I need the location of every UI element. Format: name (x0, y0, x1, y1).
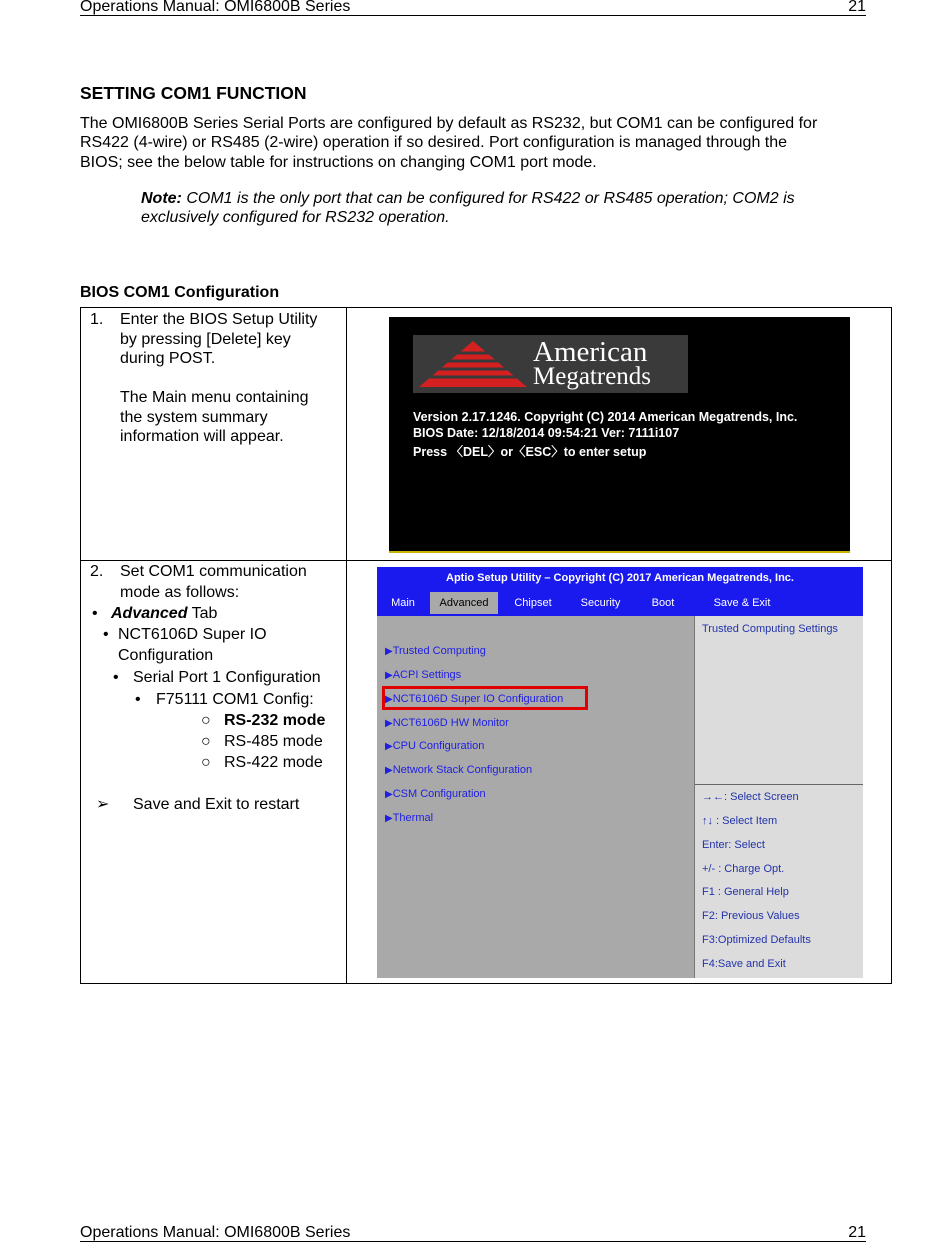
header-page-number: 21 (848, 0, 866, 15)
aptio-help-divider (695, 784, 863, 785)
help-line: +/- : Charge Opt. (702, 863, 785, 875)
step2-nct: NCT6106D Super IO (118, 626, 267, 643)
menu-item-network (385, 764, 532, 776)
step2-line: Set COM1 communication (120, 563, 307, 580)
intro-line: RS422 (4-wire) or RS485 (2-wire) operation if so desired. Port configuration is managed through the (80, 134, 788, 152)
step2-serial: Serial Port 1 Configuration (133, 669, 321, 686)
mode-rs485: RS-485 mode (224, 733, 323, 750)
intro-line: The OMI6800B Series Serial Ports are configured by default as RS232, but COM1 can be configured for (80, 115, 818, 132)
triangle-right-icon: ▶ (385, 718, 393, 729)
table-title: BIOS COM1 Configuration (80, 284, 280, 301)
circle-bullet-icon: ○ (201, 712, 211, 729)
menu-item-label: NCT6106D HW Monitor (392, 717, 509, 729)
triangle-right-icon: ▶ (385, 694, 393, 705)
tab-label: Tab (187, 605, 218, 622)
circle-bullet-icon: ○ (201, 733, 211, 750)
section-title: SETTING COM1 FUNCTION (80, 83, 307, 103)
aptio-title: Aptio Setup Utility – Copyright (C) 2017 American Megatrends, Inc. (446, 572, 794, 584)
tab-chipset: Chipset (514, 597, 552, 609)
help-line: F1 : General Help (702, 886, 789, 898)
triangle-right-icon: ▶ (385, 741, 393, 752)
page-header (80, 0, 866, 16)
menu-item-label: CPU Configuration (392, 740, 485, 752)
ami-splash-screenshot (389, 317, 850, 553)
footer-title: Operations Manual: OMI6800B Series (80, 1224, 351, 1241)
menu-item-csm (385, 788, 486, 800)
table-divider-vertical (346, 308, 347, 983)
tab-main: Main (391, 597, 415, 609)
intro-line: BIOS; see the below table for instructions on changing COM1 port mode. (80, 153, 597, 171)
menu-item-label: Network Stack Configuration (392, 764, 533, 776)
intro-paragraph (80, 114, 880, 172)
table-divider-horizontal (81, 560, 891, 561)
highlight-box (382, 686, 588, 710)
menu-item-trusted-computing (385, 645, 486, 657)
splash-prompt: Press 〈DEL〉or〈ESC〉to enter setup (413, 445, 647, 459)
step1-line: The Main menu containing (120, 389, 309, 406)
mode-rs232: RS-232 mode (224, 712, 326, 729)
note-text-cont: exclusively configured for RS232 operation. (141, 209, 450, 227)
step1-line: by pressing [Delete] key (120, 330, 291, 348)
help-line: →←: Select Screen (702, 791, 799, 803)
step1-line: Enter the BIOS Setup Utility (120, 311, 318, 328)
help-line: ↑↓ : Select Item (702, 815, 778, 827)
menu-item-cpu (385, 740, 484, 752)
triangle-right-icon: ▶ (385, 765, 393, 776)
step2-number: 2. (90, 563, 104, 580)
advanced-label: Advanced (111, 605, 188, 622)
step1-line: information will appear. (120, 428, 284, 445)
bullet-icon: • (92, 605, 98, 622)
step1-number: 1. (90, 311, 104, 328)
step2-advanced (111, 604, 217, 624)
header-title: Operations Manual: OMI6800B Series (80, 0, 351, 15)
ami-logo-text: Megatrends (533, 363, 652, 390)
step1-line: during POST. (120, 350, 216, 367)
menu-item-label: ACPI Settings (392, 669, 462, 681)
tab-advanced: Advanced (430, 592, 498, 614)
tab-security: Security (580, 597, 621, 609)
menu-item-label: Trusted Computing (392, 645, 486, 657)
bios-config-table (80, 307, 892, 984)
triangle-right-icon: ▶ (385, 789, 393, 800)
help-line: F4:Save and Exit (702, 958, 786, 970)
step2-line: mode as follows: (120, 584, 240, 601)
aptio-setup-screenshot (377, 567, 863, 978)
help-line: Enter: Select (702, 839, 765, 851)
tab-save-exit: Save & Exit (713, 597, 771, 609)
mode-rs422: RS-422 mode (224, 754, 323, 771)
triangle-right-icon: ▶ (385, 813, 393, 824)
triangle-right-icon: ▶ (385, 646, 393, 657)
splash-version: Version 2.17.1246. Copyright (C) 2014 American Megatrends, Inc. (413, 410, 798, 424)
aptio-title-bar (377, 567, 863, 616)
menu-item-label: CSM Configuration (392, 788, 486, 800)
tab-boot: Boot (651, 597, 675, 609)
splash-bios-date: BIOS Date: 12/18/2014 09:54:21 Ver: 7111i107 (413, 426, 680, 440)
step1-line: the system summary (120, 408, 268, 426)
page-footer (80, 1225, 866, 1242)
ami-logo-text: American (533, 336, 648, 368)
help-line: F3:Optimized Defaults (702, 934, 811, 946)
bullet-icon: • (113, 669, 119, 686)
menu-item-acpi (385, 669, 461, 681)
step2-nct: Configuration (118, 647, 214, 664)
ami-pyramid-icon (417, 339, 529, 389)
arrow-bullet-icon: ➢ (96, 796, 110, 813)
note-paragraph (141, 189, 861, 228)
menu-item-hw-monitor (385, 717, 509, 729)
step2-f75: F75111 COM1 Config: (156, 691, 314, 708)
bullet-icon: • (103, 626, 109, 643)
menu-item-thermal (385, 812, 433, 824)
ami-logo (413, 335, 688, 393)
help-title: Trusted Computing Settings (702, 623, 838, 635)
bullet-icon: • (135, 691, 141, 708)
menu-item-label: NCT6106D Super IO Configuration (392, 693, 564, 705)
footer-page-number: 21 (848, 1224, 866, 1241)
note-text: COM1 is the only port that can be configured for RS422 or RS485 operation; COM2 is (181, 190, 795, 207)
step2-save: Save and Exit to restart (133, 796, 300, 813)
circle-bullet-icon: ○ (201, 754, 211, 771)
help-line: F2: Previous Values (702, 910, 800, 922)
menu-item-label: Thermal (392, 812, 434, 824)
triangle-right-icon: ▶ (385, 670, 393, 681)
note-label: Note: (141, 190, 182, 207)
